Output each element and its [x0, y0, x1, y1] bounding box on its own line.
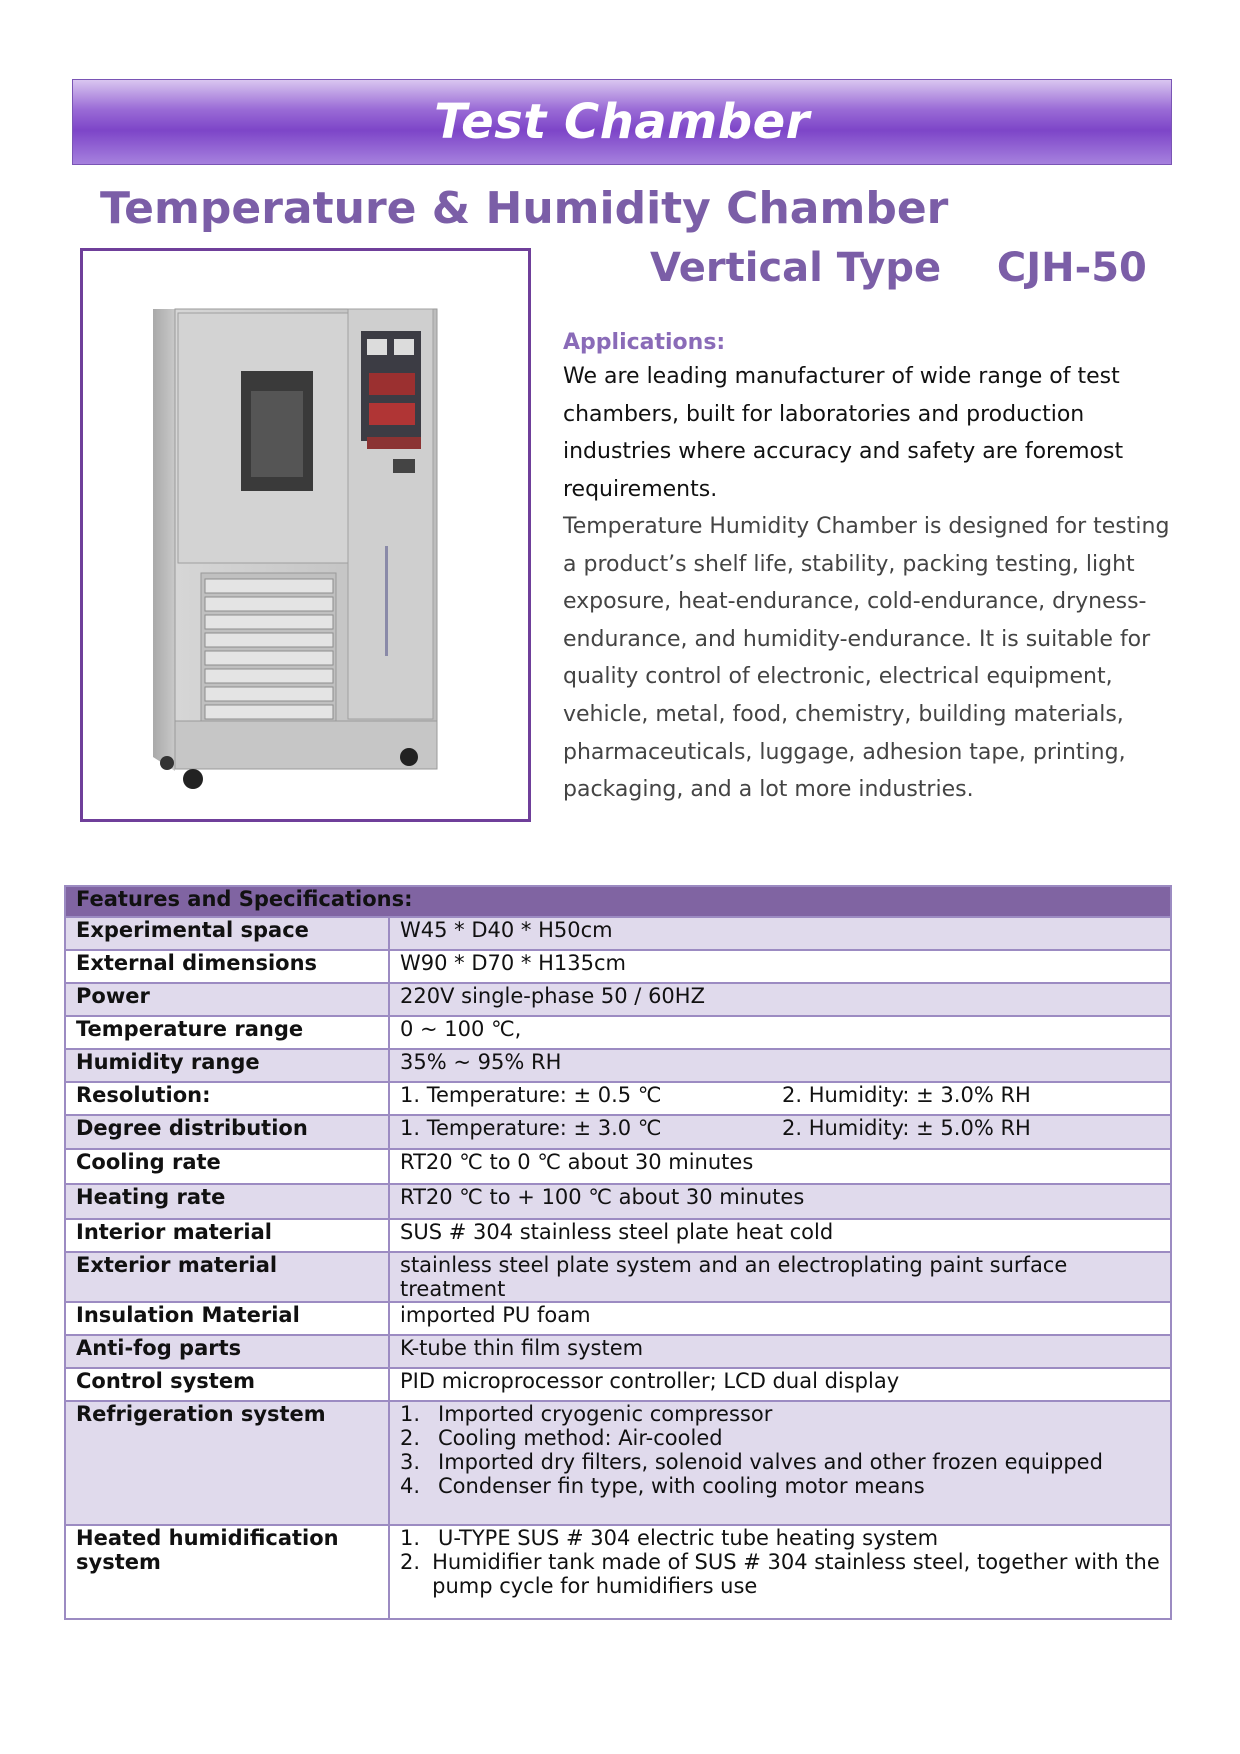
- list-number: 2.: [400, 1550, 421, 1574]
- table-row: [65, 1252, 1171, 1302]
- spec-key: Resolution:: [65, 1082, 389, 1115]
- spec-key: Refrigeration system: [65, 1401, 389, 1525]
- list-number: 1.: [400, 1402, 421, 1426]
- list-text: Condenser fin type, with cooling motor means: [438, 1474, 925, 1498]
- spec-value: 35% ~ 95% RH: [389, 1049, 1171, 1082]
- spec-value: PID microprocessor controller; LCD dual display: [389, 1368, 1171, 1401]
- table-row: [65, 1335, 1171, 1368]
- spec-table: [64, 885, 1172, 1620]
- spec-value: RT20 ℃ to 0 ℃ about 30 minutes: [389, 1149, 1171, 1184]
- list-text: Imported dry filters, solenoid valves and other frozen equipped: [438, 1450, 1103, 1474]
- table-row: [65, 1368, 1171, 1401]
- product-photo: [80, 248, 531, 822]
- spec-value: 220V single-phase 50 / 60HZ: [389, 983, 1171, 1016]
- spec-value-part-1: 1. Temperature: ± 3.0 ℃: [400, 1116, 662, 1140]
- spec-value: K-tube thin film system: [389, 1335, 1171, 1368]
- list-text: Cooling method: Air-cooled: [438, 1426, 723, 1450]
- table-row: [65, 1525, 1171, 1619]
- spec-key: External dimensions: [65, 950, 389, 983]
- table-row: [65, 917, 1171, 950]
- spec-value-part-2: 2. Humidity: ± 5.0% RH: [782, 1116, 1031, 1140]
- spec-value: [389, 1115, 1171, 1149]
- table-row: [65, 1302, 1171, 1335]
- spec-value: SUS # 304 stainless steel plate heat cold: [389, 1219, 1171, 1252]
- table-row: [65, 1082, 1171, 1115]
- list-item: [400, 1550, 1160, 1598]
- spec-key: Humidity range: [65, 1049, 389, 1082]
- model-subtitle: Vertical Type CJH-50: [650, 245, 1147, 291]
- list-number: 3.: [400, 1450, 421, 1474]
- spec-value: 0 ~ 100 ℃,: [389, 1016, 1171, 1049]
- table-row: [65, 983, 1171, 1016]
- spec-value: W90 * D70 * H135cm: [389, 950, 1171, 983]
- spec-header: Features and Specifications:: [65, 886, 1171, 917]
- table-row: [65, 1115, 1171, 1149]
- spec-value: RT20 ℃ to + 100 ℃ about 30 minutes: [389, 1184, 1171, 1219]
- list-item: [400, 1402, 1160, 1426]
- spec-value-list: [389, 1401, 1171, 1525]
- spec-key: Power: [65, 983, 389, 1016]
- spec-value: stainless steel plate system and an electroplating paint surface treatment: [389, 1252, 1171, 1302]
- list-item: [400, 1474, 1160, 1498]
- table-row: [65, 1401, 1171, 1525]
- table-row: [65, 1149, 1171, 1184]
- table-row: [65, 950, 1171, 983]
- spec-key: Degree distribution: [65, 1115, 389, 1149]
- table-row: [65, 1184, 1171, 1219]
- list-number: 1.: [400, 1526, 421, 1550]
- list-text: U-TYPE SUS # 304 electric tube heating system: [438, 1526, 939, 1550]
- spec-key: Interior material: [65, 1219, 389, 1252]
- list-item: [400, 1526, 1160, 1550]
- spec-value-part-1: 1. Temperature: ± 0.5 ℃: [400, 1083, 662, 1107]
- banner-title: Test Chamber: [434, 94, 810, 150]
- list-number: 4.: [400, 1474, 421, 1498]
- list-text: Imported cryogenic compressor: [438, 1402, 773, 1426]
- spec-key: Anti-fog parts: [65, 1335, 389, 1368]
- list-item: [400, 1450, 1160, 1474]
- spec-key: Cooling rate: [65, 1149, 389, 1184]
- spec-value: [389, 1082, 1171, 1115]
- table-row: [65, 1016, 1171, 1049]
- applications-paragraph-1: We are leading manufacturer of wide range of test chambers, built for laboratories and production industries where accuracy and safety are foremost requirements.: [563, 364, 1124, 502]
- list-number: 2.: [400, 1426, 421, 1450]
- spec-key: Experimental space: [65, 917, 389, 950]
- spec-value-part-2: 2. Humidity: ± 3.0% RH: [782, 1083, 1031, 1107]
- spec-value: imported PU foam: [389, 1302, 1171, 1335]
- page-title: Temperature & Humidity Chamber: [100, 183, 949, 234]
- spec-value: W45 * D40 * H50cm: [389, 917, 1171, 950]
- applications-paragraph-2: Temperature Humidity Chamber is designed for testing a product’s shelf life, stability, packing testing, light exposure, heat-endurance, cold-endurance, dryness-endurance, and humidity-endurance. It is suitable for quality control of electronic, electrical equipment, vehicle, metal, food, chemistry, building materials, pharmaceuticals, luggage, adhesion tape, printing, packaging, and a lot more industries.: [563, 514, 1170, 803]
- spec-key: Exterior material: [65, 1252, 389, 1302]
- spec-key: Insulation Material: [65, 1302, 389, 1335]
- table-row: [65, 1049, 1171, 1082]
- table-row: [65, 1219, 1171, 1252]
- spec-key: Temperature range: [65, 1016, 389, 1049]
- chamber-image: [83, 251, 528, 819]
- title-banner: [72, 79, 1172, 165]
- spec-value-list: [389, 1525, 1171, 1619]
- applications-heading: Applications:: [563, 330, 726, 355]
- spec-key: Heated humidification system: [65, 1525, 389, 1619]
- spec-key: Control system: [65, 1368, 389, 1401]
- spec-header-row: [65, 886, 1171, 917]
- spec-key: Heating rate: [65, 1184, 389, 1219]
- list-item: [400, 1426, 1160, 1450]
- list-text: Humidifier tank made of SUS # 304 stainless steel, together with the pump cycle for humidifiers use: [432, 1550, 1160, 1598]
